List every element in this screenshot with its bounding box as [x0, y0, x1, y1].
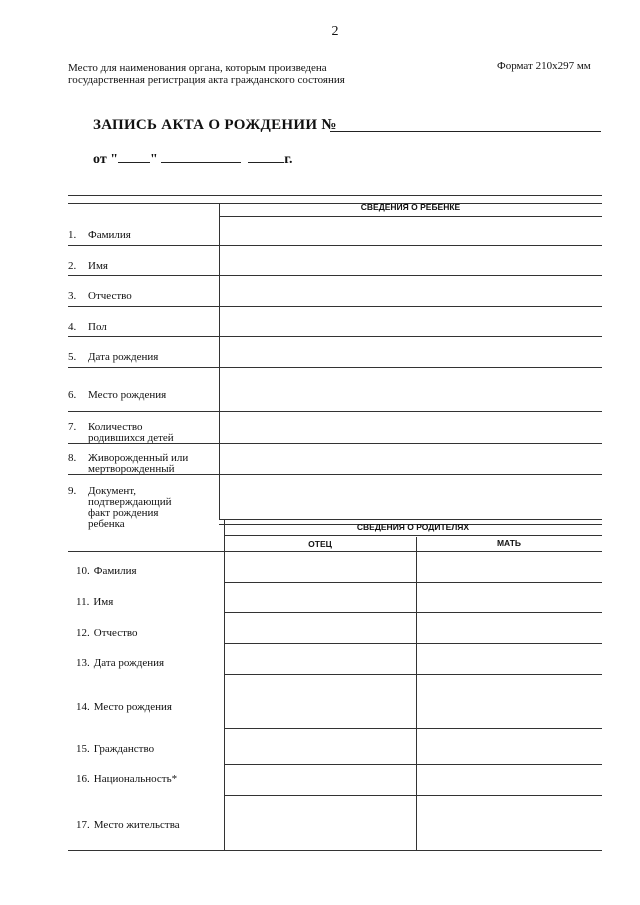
mother-field-line[interactable]	[416, 643, 602, 644]
date-year-field[interactable]	[248, 150, 284, 163]
row-number: 10.	[76, 565, 90, 577]
father-field-line[interactable]	[224, 643, 416, 644]
child-row-label	[68, 486, 188, 530]
row-number: 11.	[76, 596, 90, 608]
child-field-line[interactable]	[219, 367, 602, 368]
father-field-line[interactable]	[224, 582, 416, 583]
mother-field-line[interactable]	[416, 674, 602, 675]
row-number: 13.	[76, 657, 90, 669]
child-field-line[interactable]	[219, 336, 602, 337]
row-number: 5.	[68, 351, 77, 363]
row-label-text: Фамилия	[88, 229, 131, 241]
registration-authority-placeholder: Место для наименования органа, которым произведена государственная регистрация акта гражданского состояния	[68, 62, 345, 86]
parents-section-header: СВЕДЕНИЯ О РОДИТЕЛЯХ	[356, 522, 470, 532]
mother-field-line[interactable]	[416, 795, 602, 796]
row-number: 2.	[68, 260, 77, 272]
document-title: ЗАПИСЬ АКТА О РОЖДЕНИИ №	[93, 117, 337, 133]
mother-field-line[interactable]	[416, 850, 602, 851]
row-number: 8.	[68, 452, 77, 464]
row-label-text: Место жительства	[93, 819, 180, 831]
parent-row-label	[76, 597, 113, 608]
page-number: 2	[331, 24, 339, 39]
row-number: 14.	[76, 701, 90, 713]
row-separator	[68, 245, 219, 246]
row-label-text: Живорожденный или мертворожденный	[88, 452, 189, 475]
row-separator	[68, 367, 219, 368]
father-column-header: ОТЕЦ	[308, 539, 332, 549]
child-field-line[interactable]	[219, 411, 602, 412]
date-day-field[interactable]	[118, 150, 150, 163]
row-label-text: Гражданство	[93, 743, 155, 755]
row-label-text: Фамилия	[93, 565, 137, 577]
row-label-text: Национальность*	[93, 773, 178, 785]
parents-column-divider	[224, 519, 225, 850]
row-label-text: Пол	[88, 321, 107, 333]
row-label-text: Отчество	[88, 290, 132, 302]
row-separator	[68, 275, 219, 276]
row-label-text: Дата рождения	[88, 351, 159, 363]
row-number: 16.	[76, 773, 90, 785]
row-number: 17.	[76, 819, 90, 831]
child-row-label	[68, 322, 208, 333]
date-prefix: от "	[93, 152, 118, 167]
child-column-divider	[219, 203, 220, 519]
parent-row-label	[76, 658, 164, 669]
father-field-line[interactable]	[224, 674, 416, 675]
child-field-line[interactable]	[219, 275, 602, 276]
child-header-line	[219, 216, 602, 217]
child-row-label	[68, 453, 198, 475]
parent-row-label	[76, 744, 154, 755]
row-separator	[68, 443, 219, 444]
father-field-line[interactable]	[224, 795, 416, 796]
date-middle: "	[149, 152, 158, 167]
father-field-line[interactable]	[224, 612, 416, 613]
row-number: 7.	[68, 421, 77, 433]
row-number: 3.	[68, 290, 77, 302]
father-mother-divider	[416, 537, 417, 850]
child-field-line[interactable]	[219, 443, 602, 444]
child-field-line[interactable]	[219, 306, 602, 307]
child-field-line[interactable]	[219, 245, 602, 246]
mother-field-line[interactable]	[416, 612, 602, 613]
child-field-line[interactable]	[219, 474, 602, 475]
date-month-field[interactable]	[161, 150, 241, 163]
row-label-text: Место рождения	[93, 701, 172, 713]
row-number: 15.	[76, 743, 90, 755]
parent-row-label	[76, 566, 137, 577]
row-label-text: Имя	[93, 596, 114, 608]
mother-field-line[interactable]	[416, 764, 602, 765]
row-label-text: Документ, подтверждающий факт рождения ребенка	[88, 485, 172, 530]
child-row-label	[68, 352, 208, 363]
row-label-text: Количество родившихся детей	[88, 421, 174, 444]
parents-columns-line	[68, 551, 602, 552]
table-top-line	[68, 195, 602, 196]
father-field-line[interactable]	[224, 728, 416, 729]
row-label-text: Отчество	[93, 627, 138, 639]
row-number: 9.	[68, 485, 77, 497]
child-row-label	[68, 230, 208, 241]
row-number: 6.	[68, 389, 77, 401]
child-row-label	[68, 390, 208, 401]
child-row-label	[68, 422, 198, 444]
parent-row-label	[76, 774, 177, 785]
child-section-header: СВЕДЕНИЯ О РЕБЕНКЕ	[360, 202, 461, 212]
father-field-line[interactable]	[224, 764, 416, 765]
child-field-line[interactable]	[219, 519, 602, 520]
date-suffix: г.	[284, 152, 293, 167]
row-separator	[68, 474, 219, 475]
parent-row-label	[76, 820, 180, 831]
parent-row-label	[76, 628, 138, 639]
date-line	[93, 150, 293, 168]
format-label: Формат 210х297 мм	[497, 60, 591, 72]
child-row-label	[68, 261, 208, 272]
row-separator	[68, 306, 219, 307]
child-row-label	[68, 291, 208, 302]
parents-header-line	[224, 535, 602, 536]
mother-field-line[interactable]	[416, 582, 602, 583]
mother-field-line[interactable]	[416, 728, 602, 729]
row-number: 4.	[68, 321, 77, 333]
table-bottom-line	[68, 850, 224, 851]
row-label-text: Место рождения	[88, 389, 167, 401]
row-label-text: Имя	[88, 260, 108, 272]
row-number: 1.	[68, 229, 77, 241]
row-number: 12.	[76, 627, 90, 639]
record-number-field[interactable]	[330, 131, 601, 132]
mother-column-header: МАТЬ	[496, 538, 522, 548]
row-separator	[68, 411, 219, 412]
row-separator	[68, 336, 219, 337]
parent-row-label	[76, 702, 172, 713]
row-label-text: Дата рождения	[93, 657, 165, 669]
father-field-line[interactable]	[224, 850, 416, 851]
